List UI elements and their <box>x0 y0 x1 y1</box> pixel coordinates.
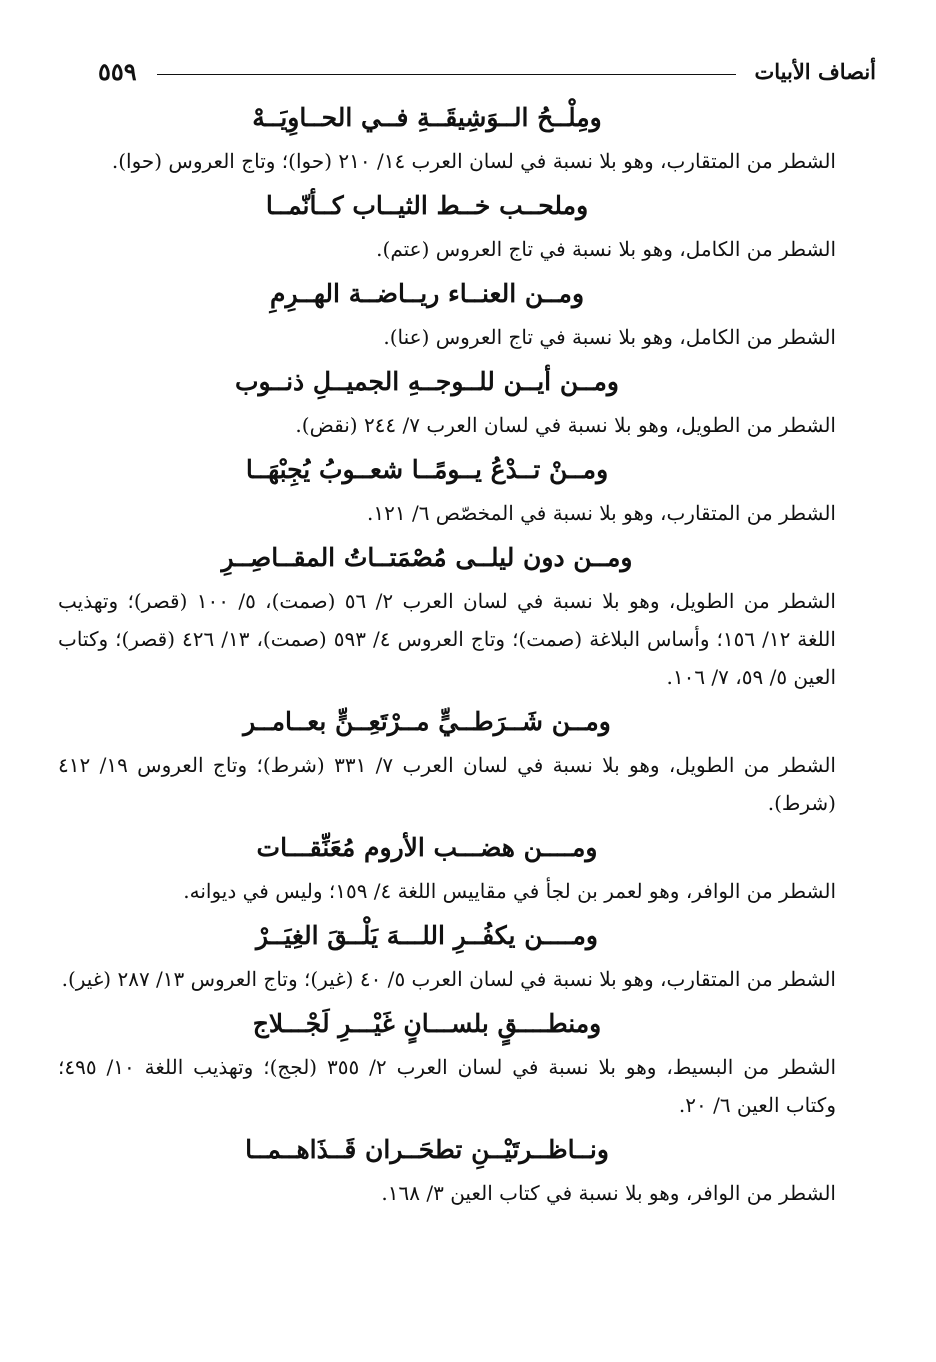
verse-entries <box>58 100 836 1220</box>
verse-line: ومــن أيــن للــوجــهِ الجميــلِ ذنــوب <box>235 367 619 396</box>
verse-entry <box>58 830 836 910</box>
verse-line: ومــن دون ليلــى مُصْمَتــاتُ المقــاصِــرِ <box>221 543 633 572</box>
verse-entry <box>58 276 836 356</box>
verse-note: الشطر من الطويل، وهو بلا نسبة في لسان العرب ٧/ ٢٤٤ (نقض). <box>295 413 836 437</box>
verse-entry <box>58 100 836 180</box>
verse-entry <box>58 1132 836 1212</box>
verse-note: الشطر من البسيط، وهو بلا نسبة في لسان العرب ٢/ ٣٥٥ (لجج)؛ وتهذيب اللغة ١٠/ ٤٩٥؛ وكتاب العين ٦/ ٢٠. <box>58 1055 836 1117</box>
running-title: أنصاف الأبيات <box>754 58 876 84</box>
verse-line: ومنطــــقٍ بلســـانٍ غَيْـــرِ لَجْـــلاج <box>252 1009 602 1038</box>
verse-entry <box>58 540 836 696</box>
verse-note: الشطر من المتقارب، وهو بلا نسبة في لسان العرب ١٤/ ٢١٠ (حوا)؛ وتاج العروس (حوا). <box>111 149 836 173</box>
verse-note: الشطر من الوافر، وهو بلا نسبة في كتاب العين ٣/ ١٦٨. <box>381 1181 836 1205</box>
verse-line: وملحــب خــط الثيــاب كــأنّمــا <box>265 191 589 220</box>
page-number: ٥٥٩ <box>98 56 137 86</box>
verse-entry <box>58 364 836 444</box>
verse-line: ومِلْــحُ الــوَشِيقَــةِ فــي الحــاوِيَــهْ <box>252 103 602 132</box>
verse-entry <box>58 918 836 998</box>
verse-note: الشطر من الطويل، وهو بلا نسبة في لسان العرب ٧/ ٣٣١ (شرط)؛ وتاج العروس ١٩/ ٤١٢ (شرط). <box>58 753 836 815</box>
verse-note: الشطر من الكامل، وهو بلا نسبة في تاج العروس (عنا). <box>383 325 836 349</box>
verse-entry <box>58 1006 836 1124</box>
verse-line: ومــنْ تــدْعُ يــومًــا شعــوبُ يُجِبْهَــا <box>245 455 609 484</box>
verse-line: ومــن العنــاء ريــاضــة الهــرِمِ <box>269 279 585 308</box>
verse-entry <box>58 704 836 822</box>
verse-note: الشطر من المتقارب، وهو بلا نسبة في لسان العرب ٥/ ٤٠ (غير)؛ وتاج العروس ١٣/ ٢٨٧ (غير). <box>61 967 836 991</box>
header-rule <box>157 74 737 75</box>
verse-line: ومــن شَــرَطــيٍّ مــرْتَعِــنٍّ بعــامــر <box>243 707 611 736</box>
verse-note: الشطر من الطويل، وهو بلا نسبة في لسان العرب ٢/ ٥٦ (صمت)، ٥/ ١٠٠ (قصر)؛ وتهذيب اللغة ١٢/ ١٥٦؛ وأساس البلاغة (صمت)؛ وتاج العروس ٤/ ٥٩٣ (صمت)، ١٣/ ٤٢٦ (قصر)؛ وكتاب العين ٥/ ٥٩، ٧/ ١٠٦. <box>58 589 836 689</box>
verse-line: ومــــن هضـــب الأروم مُعَنِّقـــات <box>256 833 598 862</box>
verse-line: ونــاظــرتَيْــنِ تطحَــران قَــذَاهــمــا <box>245 1135 609 1164</box>
page-header <box>98 54 876 88</box>
verse-entry <box>58 452 836 532</box>
verse-note: الشطر من الوافر، وهو لعمر بن لجأ في مقاييس اللغة ٤/ ١٥٩؛ وليس في ديوانه. <box>183 879 836 903</box>
verse-note: الشطر من الكامل، وهو بلا نسبة في تاج العروس (عتم). <box>376 237 836 261</box>
verse-note: الشطر من المتقارب، وهو بلا نسبة في المخصّص ٦/ ١٢١. <box>367 501 836 525</box>
verse-entry <box>58 188 836 268</box>
verse-line: ومــــن يكفُــرِ اللـــهَ يَلْــقَ الغِيَــرْ <box>255 921 599 950</box>
